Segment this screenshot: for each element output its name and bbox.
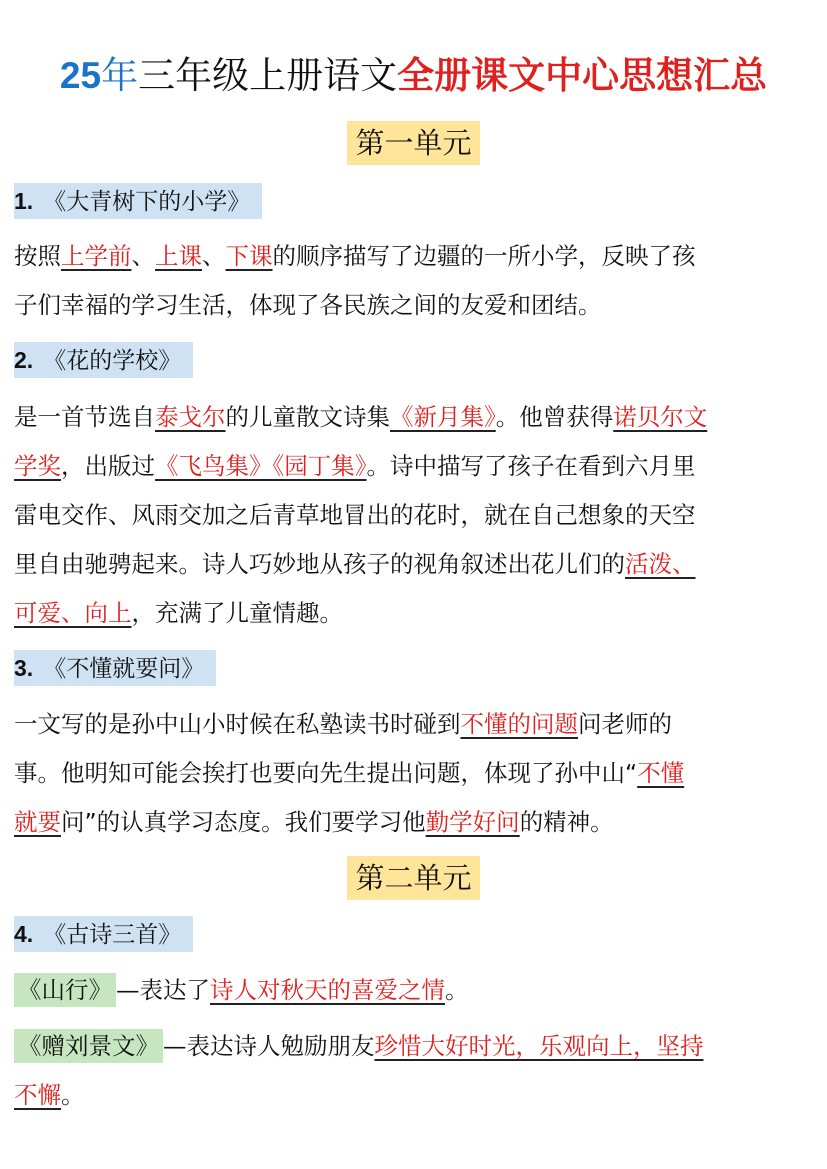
- keyword-highlight: 不懈: [14, 1081, 61, 1109]
- summary-line: 按照上学前、上课、下课的顺序描写了边疆的一所小学，反映了孩: [14, 242, 696, 270]
- keyword-highlight: 诗人对秋天的喜爱之情: [210, 976, 445, 1004]
- keyword-highlight: 上课: [155, 242, 202, 270]
- lesson-heading-1: [14, 183, 262, 219]
- lesson-heading-2: [14, 342, 193, 378]
- lesson-heading-3: [14, 650, 216, 686]
- lesson-summary-2: [14, 393, 814, 638]
- summary-line: 里自由驰骋起来。诗人巧妙地从孩子的视角叙述出花儿们的活泼、: [14, 550, 696, 578]
- title-emphasis: 全册课文中心思想汇总: [397, 54, 768, 97]
- lesson-number: 4.: [14, 921, 34, 947]
- keyword-highlight: 上学前: [61, 242, 132, 270]
- summary-line: 《山行》 —表达了诗人对秋天的喜爱之情。: [14, 966, 814, 1015]
- lesson-summary-1: [14, 232, 814, 330]
- lesson-title: 《花的学校》: [43, 348, 182, 374]
- keyword-highlight: 《新月集》: [390, 403, 496, 431]
- summary-line: 不懈。: [14, 1081, 85, 1109]
- keyword-highlight: 不懂的问题: [460, 710, 578, 738]
- lesson-number: 1.: [14, 188, 34, 214]
- keyword-highlight: 诺贝尔文: [613, 403, 708, 431]
- summary-line: 一文写的是孙中山小时候在私塾读书时碰到不懂的问题问老师的: [14, 710, 672, 738]
- title-year-number: 25: [59, 55, 102, 96]
- summary-line: 《赠刘景文》 —表达诗人勉励朋友珍惜大好时光，乐观向上，坚持: [14, 1022, 814, 1071]
- keyword-highlight: 勤学好问: [425, 808, 520, 836]
- keyword-highlight: 珍惜大好时光，乐观向上，坚持: [374, 1032, 704, 1060]
- keyword-highlight: 学奖: [14, 452, 61, 480]
- title-year-char: 年: [101, 54, 139, 97]
- unit-heading-1: 第一单元: [347, 121, 480, 165]
- poem-summary-2: [14, 1022, 814, 1120]
- lesson-title: 《不懂就要问》: [43, 656, 205, 682]
- lesson-title: 《大青树下的小学》: [43, 189, 251, 215]
- lesson-number: 3.: [14, 655, 34, 681]
- unit-heading-2: 第二单元: [347, 856, 480, 900]
- lesson-number: 2.: [14, 347, 34, 373]
- poem-summary-1: [14, 966, 814, 1015]
- keyword-highlight: 就要: [14, 808, 61, 836]
- summary-line: 学奖，出版过《飞鸟集》《园丁集》。诗中描写了孩子在看到六月里: [14, 452, 696, 480]
- title-grade: 三年级上册语文: [138, 54, 398, 97]
- keyword-highlight: 可爱、向上: [14, 599, 132, 627]
- page-title: [0, 50, 827, 102]
- lesson-title: 《古诗三首》: [43, 922, 182, 948]
- poem-title-tag: 《赠刘景文》: [14, 1029, 163, 1063]
- lesson-heading-4: [14, 916, 193, 952]
- summary-line: 就要问”的认真学习态度。我们要学习他勤学好问的精神。: [14, 808, 614, 836]
- keyword-highlight: 下课: [225, 242, 273, 270]
- summary-line: 可爱、向上，充满了儿童情趣。: [14, 599, 343, 627]
- keyword-highlight: 《飞鸟集》《园丁集》: [155, 452, 367, 480]
- keyword-highlight: 不懂: [637, 759, 685, 787]
- summary-line: 是一首节选自泰戈尔的儿童散文诗集《新月集》。他曾获得诺贝尔文: [14, 403, 708, 431]
- summary-line: 事。他明知可能会挨打也要向先生提出问题，体现了孙中山“不懂: [14, 759, 685, 787]
- summary-line: 子们幸福的学习生活，体现了各民族之间的友爱和团结。: [14, 291, 602, 319]
- poem-title-tag: 《山行》: [14, 973, 116, 1007]
- keyword-highlight: 泰戈尔: [155, 403, 226, 431]
- lesson-summary-3: [14, 700, 814, 847]
- keyword-highlight: 活泼、: [625, 550, 696, 578]
- summary-line: 雷电交作、风雨交加之后青草地冒出的花时，就在自己想象的天空: [14, 501, 696, 529]
